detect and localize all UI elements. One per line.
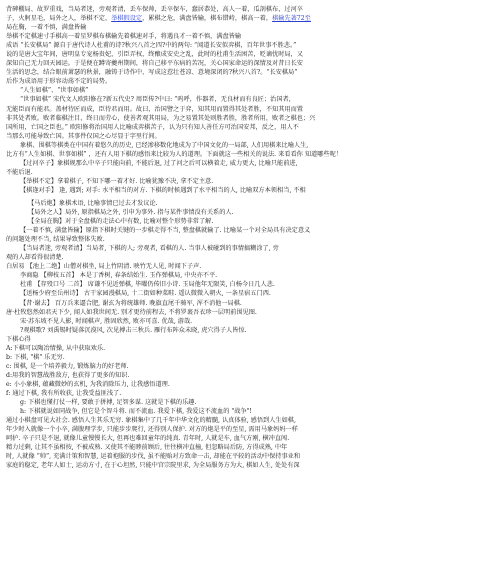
text-line: 【局外之人】局外, 原指棋局之外, 引申为事外. 指与某件事情没有关系的人.	[28, 209, 234, 217]
text-line: 【举棋不定】拿着棋子, 不知下哪一着才好. 比喻犹豫不决, 拿不定主意.	[20, 177, 214, 185]
text-line: A:下棋可以陶冶情操, 从中获取欢乐.	[6, 344, 106, 352]
text-line: 呵护. 卒子只是不退, 就像儿童慢慢长大, 但再也难回童年的纯真. 青年时, 人就是车, 血气方刚, 横冲直闯.	[6, 435, 290, 443]
text-line: 当那么可能导致亡国。其事件仅国之心尽显于字里行间。	[6, 132, 161, 140]
text-line: 年少时入就像一个小卒, 满腹理学步, 只能步步爬行, 还得别人保护. 对方的炮是平的至星, 需用马象妈妈一样	[6, 426, 298, 434]
hyperlink[interactable]: 举棋假设定	[111, 15, 143, 23]
text-line: 非其处者败。败者临棋注目，终日而劳心，使善者观其用局，为之易置其处则胜者胜，胜者所用，败者之棋也；兴	[6, 114, 316, 122]
text-line: 生活的思念，结合眼前萧瑟的秋景，融铸于诗作中，写成这惹壮苍凉、意境深闭的?秋兴八首?。“长安棋局”	[6, 69, 298, 77]
text-line: g: 下棋也懂打仗一样, 要敢于拼搏, 足智多谋. 这就是下棋的乐趣.	[20, 399, 197, 407]
text-line: 【过河卒子】象棋规那么中卒子只能向前, 不能后退, 过了河之后可以横着走, 威力更大, 比喻只能前进,	[20, 159, 298, 167]
text-line: 宋·苏东坡不见人影, 时闻棋声, 胜固欣然, 败亦可喜. 优哉, 游哉.	[20, 317, 193, 325]
text-line: 【一着不慎, 满盘皆输】原指下棋时关键的一步棋走得不当, 整盘棋就输了. 比喻某一个对全局具有决定意义	[20, 227, 311, 235]
text-line: 背碑棚局、故罗重戏，当局者迷，旁观者清，丢车保帅，丢卒保车，蠢居恭处，高人一着，瓜剖棋布，过河卒	[6, 6, 303, 13]
text-line: “人生如棋”、“世事如棋”	[20, 87, 89, 95]
text-line: 局在胸，一着不慎，满盘皆输	[6, 24, 87, 32]
hyperlink[interactable]: 棋输先著72至	[272, 15, 311, 23]
text-line: h: 下棋就说如同战争, 但它是个智斗将. 而不流血. 我爱下棋, 我爱这不流血的 "战争"!	[20, 408, 252, 416]
text-line: 比方有“人生如棋、世事如棋” ，还有人用下棋的感悟来比较为人的道理。下面就这一些相关的说法. 来看看你 知道哪些呢！	[6, 150, 342, 158]
text-line: 不能后退.	[6, 168, 33, 176]
text-line: e: 小小象棋, 蕴藏微妙的玄机, 为我消除压力, 让我感悟道理.	[6, 380, 170, 388]
text-line: 【棋逢对手】 逢, 遇到; 对手: 水平相当的对方. 下棋的时候遇到了水平相当的人, 比喻双方本领相当, 不相	[20, 186, 306, 194]
text-line: b: 下棋, "棋" 乐无穷.	[6, 353, 65, 361]
text-line: 深知自己无力回天园运。于是便在蹲寄夔州期间，将自己移平东病的苦况，关心国家命运的深情及对昔日长安	[6, 60, 303, 68]
text-line: 杜甫 【存殁口号 二首】 席谦不见近弹棋, 毕曜仍传旧小诗. 玉局他年无限笑, 白杨今日几人悲.	[20, 281, 275, 289]
text-line: 白居易 【池上二绝】山僧对棋坐, 局上竹阴清. 映竹无人见, 时闻下子声.	[6, 263, 202, 271]
text-line: 【送杨少府至岳州诗】 古干家园漫棋局, 十二街如种菜畦. 遥认微微入朝火, 一条星宿五门西.	[20, 290, 271, 298]
text-line: 唐·杜牧悠然如君天下少, 闻人如我世间无. 别才更待前程去, 不将罗裹吾衣珍一层明前围见图.	[6, 308, 257, 316]
text-line: 【当局者迷, 旁观者清】当局者, 下棋的人; 旁观者, 看棋的人. 当事人被碰到的事情搞糊涂了, 旁	[20, 245, 279, 253]
text-line: 象棋、围棋等棋类在中国有着悠久的历史, 已经渗移数化地成为了中国文化的一局部, 人们用棋来比喻人生,	[20, 141, 309, 149]
text-line: 【昔·谢去】 百万兵来逼合肥, 谢玄为将统雄师. 晚旗直尾千骑军, 浑不消他一局棋.	[20, 299, 242, 307]
text-line: 时, 人就像 “帅”, 充满计策和智慧, 运着袍服的步伐, 虽不能贻对方致命一击, 却能在平较的活动中保持事业和	[6, 453, 301, 461]
text-line: 后作为成语用于形容动荡不定的局势。	[6, 78, 112, 86]
text-line: 观的人却看得很清楚.	[6, 254, 64, 262]
text-line: 【全局在胸】对于全盘棋的走法心中有数, 比喻对整个形势非常了解.	[28, 218, 214, 226]
text-line: “世事如棋” 宋代文人欧阳修在?新五代史? 周臣传?中曰: “呜呼，作器者，无良材而有良匠；治国者，	[20, 96, 295, 104]
text-line: 无能臣而有能君。盖材待匠而成，臣待君而用。故曰，治国譬之于弈，知其用而置得其处者胜，不知其用而置	[6, 105, 303, 113]
text-line: 李商隐 【柳枝五首】 本是丁香树, 春条结始生. 玉作弹棋局, 中央亦不平.	[20, 272, 218, 280]
text-line: c: 围棋, 是一个培养毅力, 锻炼脑力的好老师.	[6, 362, 129, 370]
text-line: 国所用，亡国之臣也。” 欧阳修将治国用人比喻成弈棋苦子，认为只有知人善任方可治国安邦，反之，用人不	[6, 123, 299, 131]
text-line: 子，火舸星毛，局外之人，举棋不定，举棋假设定，累棋之危，满盘皆输，棋布错峙，棋高一着，棋输先著72至	[6, 15, 311, 23]
text-line: 说的是唐大宝年间，唐明皇专宠杨贵妃，引臣弄权，终酿成安史之乱，此时的杜甫生活困苦，贬谪忧时局，又	[6, 51, 303, 59]
text-line: 精力过剩, 让其不虽相按, 不被成熟. 又使其不能睦前顾后, 往往横冲直撞, 但忽略局后防, 方得成熟, 中年	[6, 444, 288, 452]
text-line: f: 通过下棋, 我有所收获, 让我受益匪浅了.	[6, 389, 122, 397]
text-line: 成语 “长安棋局” 源自于唐代诗人杜甫的诗?秋兴八首之四?中的两句: “闻道长安似弈棋，百年世事不胜悲。”	[6, 42, 297, 50]
text-line: 【马后炮】象棋术语, 比喻事情已过去才发议论.	[28, 199, 158, 207]
text-line: d:用我的智慧战胜敌方, 也获得了更多的知识.	[6, 371, 130, 379]
text-line: 的问题处理不当, 结果导致整体失败.	[6, 236, 105, 244]
text-line: 下棋心得	[6, 335, 31, 343]
text-line: 通过小棋盘可见大社会. 感悟人生其乐无穷. 象棋集中了几千年中华文化的精髓, 认真体验, 感悟到人生如棋,	[6, 417, 296, 425]
text-line: 举棋不定棋速寸手棋高一着星罗棋布棋输先着棋速对手，将遇良才一着不慎，满盘皆输	[6, 33, 242, 41]
text-line: ?观棋歌? 刘禹锡时疑落沉漠风, 次见搏击三秋兵. 雁行布阵众未晓, 虎穴得子人皆惊.	[20, 326, 247, 334]
text-line: 家庭的稳定, 老年人如士, 运动方寸, 在于心坦然, 只能中宫宗院里求, 为全局服务方为大, 棋如人生, 处处有深	[6, 462, 300, 470]
